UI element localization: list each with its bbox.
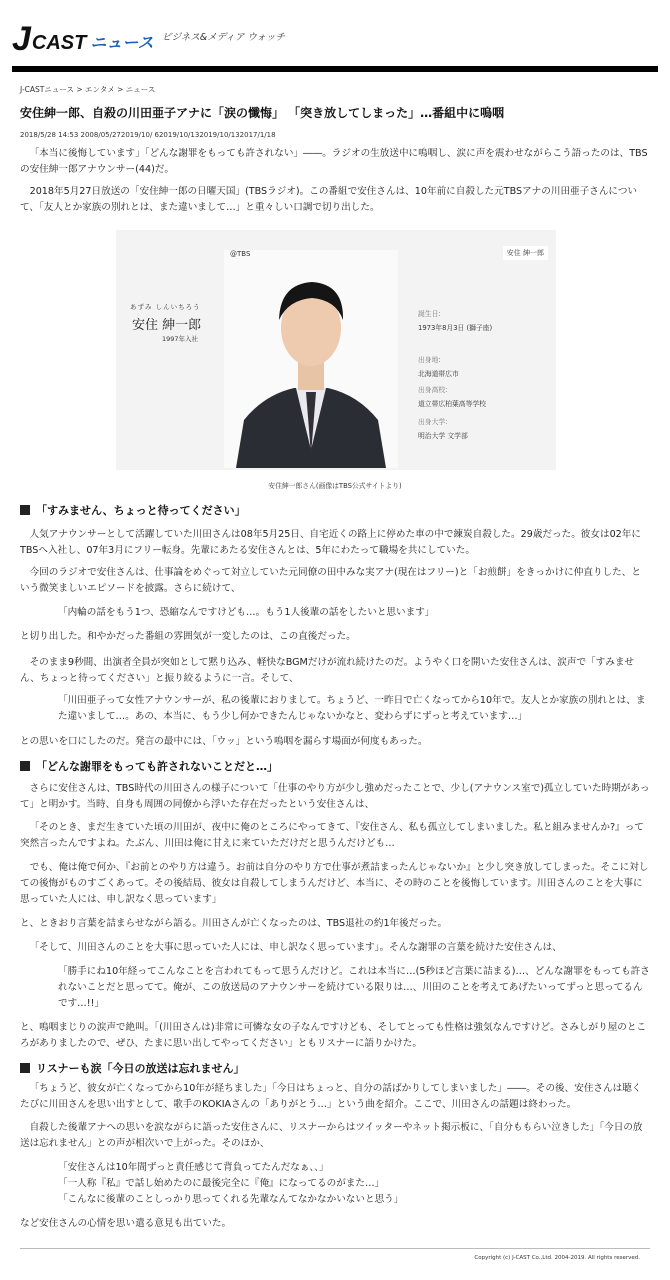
paragraph-10: 「そして、川田さんのことを大事に思っていた人には、申し訳なく思っています」。そんな謝罪の言葉を続けた安住さんは、 — [29, 942, 562, 953]
tbs-mark: @TBS — [230, 250, 251, 258]
heading-square-icon — [20, 761, 30, 771]
listener-comment-3: 「こんなに後輩のことしっかり思ってくれる先輩なんてなかなかいないと思う」 — [58, 1194, 404, 1205]
profile-ruby: あずみ しんいちろう — [130, 303, 201, 311]
paragraph-2: 今回のラジオで安住さんは、仕事論をめぐって対立していた元同僚の田中みな実アナ(現在はフリー)と「お煎餅」をきっかけに仲直りした、という微笑ましいエピソードを披露。さらに続けて、 — [20, 567, 641, 594]
paragraph-7: 「そのとき、まだ生きていた頃の川田が、夜中に俺のところにやってきて、『安住さん、私も孤立してしまいました。私と組みませんか?』って突然言ったんですよね。たぶん、川田は俺に甘えに来ていただけだと思うんだけども… — [20, 822, 644, 849]
paragraph-9: と、ときおり言葉を詰まらせながら語る。川田さんが亡くなったのは、TBS退社の約1年後だった。 — [20, 918, 448, 929]
breadcrumb[interactable]: J-CASTニュース > エンタメ > ニュース — [20, 85, 156, 94]
university-label: 出身大学: — [418, 418, 448, 426]
logo-j: J — [12, 20, 31, 58]
heading-square-icon — [20, 505, 30, 515]
birth-value: 1973年8月3日 (獅子座) — [418, 324, 493, 332]
quote-1: 「内輪の話をもう1つ、恐縮なんですけども…。もう1人後輩の話をしたいと思います」 — [58, 607, 435, 618]
profile-join-year: 1997年入社 — [162, 335, 199, 343]
highschool-label: 出身高校: — [418, 386, 448, 394]
paragraph-14: など安住さんの心情を思い遣る意見も出ていた。 — [20, 1218, 232, 1229]
section-heading-1-text: 「すみません、ちょっと待ってください」 — [36, 504, 246, 517]
profile-name: 安住 紳一郎 — [132, 318, 202, 333]
section-heading-2 — [20, 758, 650, 774]
footer-divider — [20, 1248, 650, 1249]
paragraph-13: 自殺した後輩アナへの思いを涙ながらに語った安住さんに、リスナーからはツイッターやネット掲示板に、「自分ももらい泣きした」「今日の放送は忘れません」との声が相次いで上がった。そのほか、 — [20, 1122, 643, 1149]
listener-comment-1: 「安住さんは10年間ずっと責任感じて背負ってたんだなぁ、、」 — [58, 1162, 329, 1173]
from-label: 出身地: — [418, 356, 441, 364]
article-dates: 2018/5/28 14:53 2008/05/272019/10/ 62019/10/132019/10/132017/1/18 — [20, 131, 276, 139]
article-title: 安住紳一郎、自殺の川田亜子アナに「涙の懺悔」 「突き放してしまった」…番組中に嗚咽 — [20, 106, 505, 120]
paragraph-8: でも、俺は俺で何か、『お前とのやり方は違う。お前は自分のやり方で仕事が煮詰まったんじゃないか』と少し突き放してしまった。そこに対しての後悔がものすごくあって。その後結局、彼女は自殺してしまうんだけど、本当に、その時のことを後悔しています。川田さんのことを大事に思っていた人には、申し訳なく思っています」 — [20, 862, 649, 905]
profile-name-tag: 安住 紳一郎 — [503, 246, 548, 260]
image-caption: 安住紳一郎さん(画像はTBS公式サイトより) — [268, 482, 402, 490]
university-value: 明治大学 文学部 — [418, 432, 468, 440]
section-heading-3-text: リスナーも涙「今日の放送は忘れません」 — [36, 1062, 245, 1075]
paragraph-11: と、嗚咽まじりの涙声で絶叫。「(川田さんは)非常に可憐な女の子なんですけども、そしてとっても性格は強気なんですけど。さみしがり屋のところがありましたので、ぜひ、たまに思い出してやってください」ともリスナーに語りかけた。 — [20, 1022, 647, 1049]
section-heading-3 — [20, 1060, 650, 1076]
section-heading-1 — [20, 502, 650, 518]
paragraph-1: 人気アナウンサーとして活躍していた川田さんは08年5月25日、自宅近くの路上に停めた車の中で練炭自殺した。29歳だった。彼女は02年にTBSへ入社し、07年3月にフリー転身。先輩にあたる安住さんとは、5年にわたって職場を共にしていた。 — [20, 529, 641, 556]
heading-square-icon — [20, 1063, 30, 1073]
birth-label: 誕生日: — [418, 310, 441, 318]
lead-paragraph-1: 「本当に後悔しています」「どんな謝罪をもっても許されない」――。ラジオの生放送中に嗚咽し、涙に声を震わせながらこう語ったのは、TBSの安住紳一郎アナウンサー(44)だ。 — [20, 148, 648, 175]
paragraph-5: との思いを口にしたのだ。発言の最中には、「ウッ」という嗚咽を漏らす場面が何度もあった。 — [20, 736, 428, 747]
article-sections — [20, 0, 650, 1280]
section-heading-2-text: 「どんな謝罪をもっても許されないことだと…」 — [36, 760, 278, 773]
paragraph-4: そのまま9秒間、出演者全員が突如として黙り込み、軽快なBGMだけが流れ続けたのだ。ようやく口を開いた安住さんは、涙声で「すみません、ちょっと待ってください」と振り絞るように一言。そして、 — [20, 657, 635, 684]
copyright: Copyright (c) J-CAST Co.,Ltd. 2004-2019. All rights reserved. — [474, 1255, 640, 1261]
lead-paragraph-2: 2018年5月27日放送の「安住紳一郎の日曜天国」(TBSラジオ)。この番組で安住さんは、10年前に自殺した元TBSアナの川田亜子さんについて、「友人とか家族の別れとは、また違いまして…」と重々しい口調で切り出した。 — [20, 186, 638, 213]
from-value: 北海道帯広市 — [418, 370, 459, 378]
paragraph-6: さらに安住さんは、TBS時代の川田さんの様子について「仕事のやり方が少し強めだったことで、少し(アナウンス室で)孤立していた時期があって」と明かす。当時、自身も周囲の同僚から浮いた存在だったという安住さんは、 — [20, 783, 650, 810]
logo-news: ニュース — [90, 33, 154, 52]
site-tagline: ビジネス&メディア ウォッチ — [162, 32, 286, 43]
quote-2: 「川田亜子って女性アナウンサーが、私の後輩におりまして。ちょうど、一昨日で亡くなってから10年で。友人とか家族の別れとは、また違いまして…。あの、本当に、もう少し何かできたんじゃないかなと、変わらずにずっと考えています…」 — [58, 695, 646, 722]
listener-comment-2: 「一人称『私』で話し始めたのに最後完全に『俺』になってるのがまた…」 — [58, 1178, 385, 1189]
paragraph-12: 「ちょうど、彼女が亡くなってから10年が経ちました」「今日はちょっと、自分の話ばかりしてしまいました」――。その後、安住さんは聴くたびに川田さんを思い出すとして、歌手のKOKIAさんの「ありがとう…」という曲を紹介。ここで、川田さんの話題は終わった。 — [20, 1083, 642, 1110]
highschool-value: 道立帯広柏葉高等学校 — [418, 400, 486, 408]
paragraph-3: と切り出した。和やかだった番組の雰囲気が一変したのは、この直後だった。 — [20, 631, 356, 642]
quote-3: 「勝手にね10年経ってこんなことを言われてもって思うんだけど。これは本当に…(5秒ほど言葉に詰まる)…、どんな謝罪をもっても許されないことだと思ってて。俺が、この放送局のアナウンサーを続けている限りは…、川田のことを考えてあげたいってずっと思ってるんです…!!」 — [58, 966, 650, 1009]
logo-cast: CAST — [31, 32, 87, 54]
